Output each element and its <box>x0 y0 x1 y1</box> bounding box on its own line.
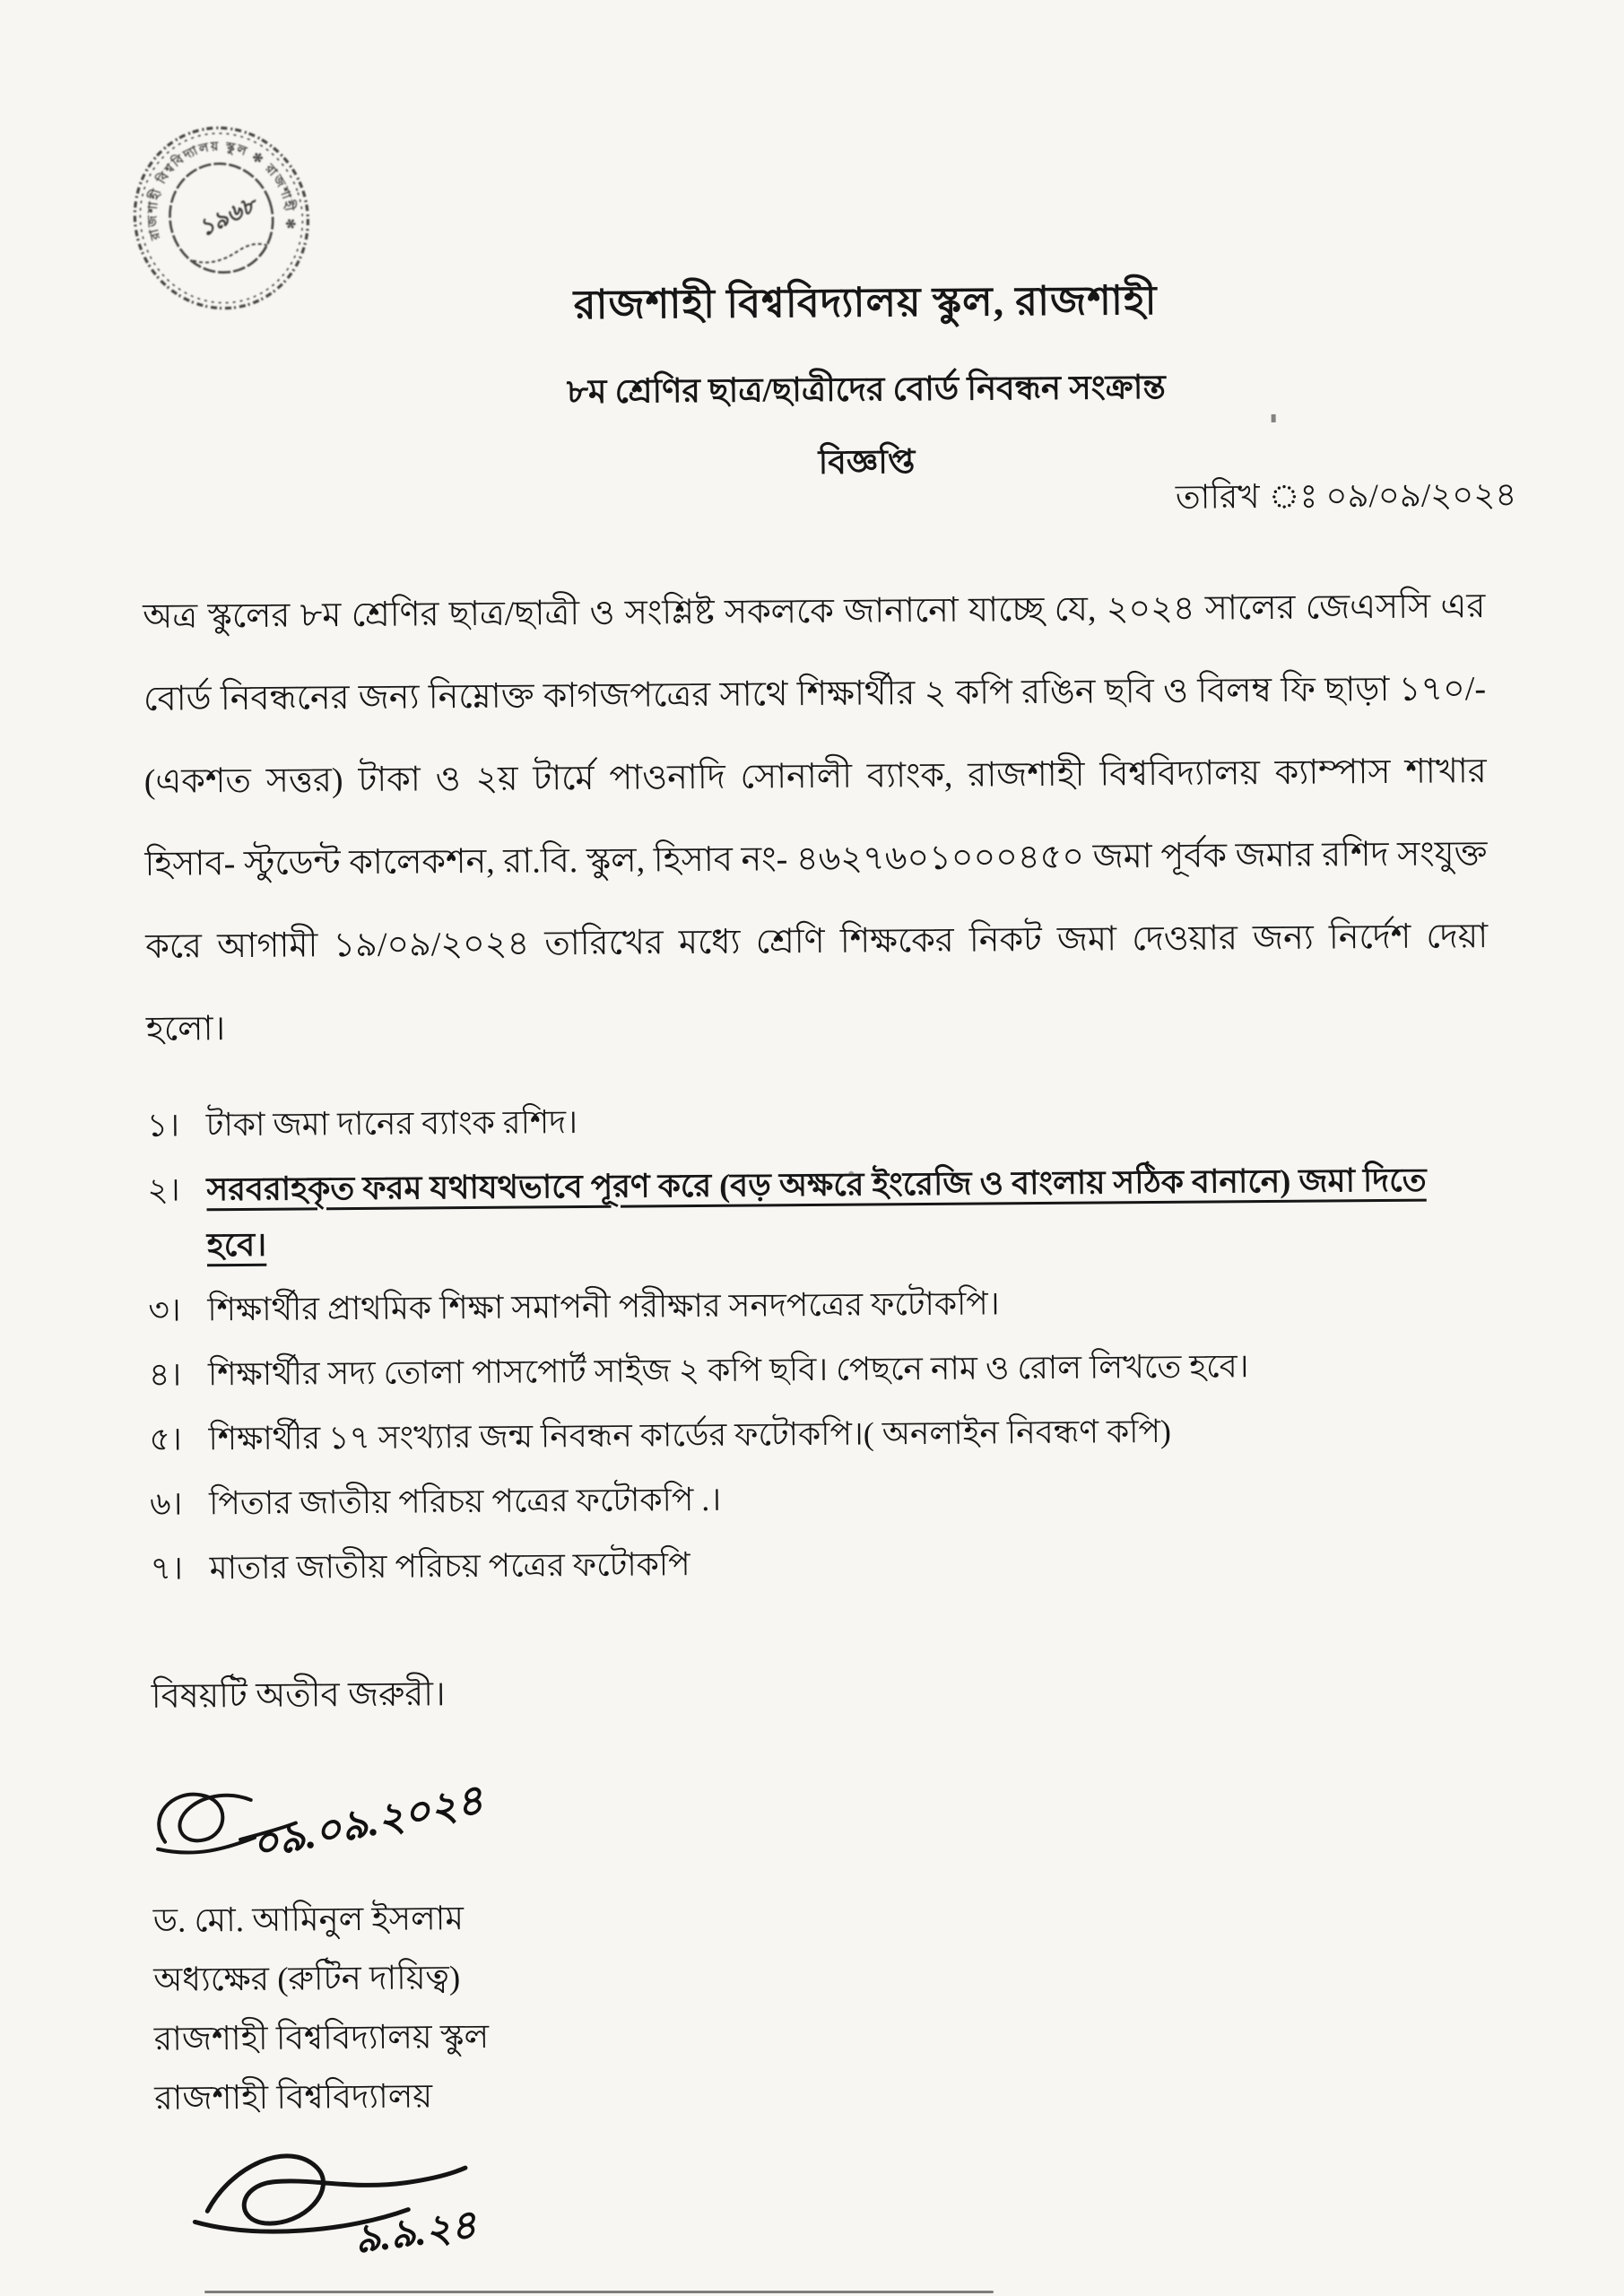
list-item-number: ৫। <box>149 1421 182 1457</box>
list-item-number: ১। <box>146 1107 180 1144</box>
list-item-text: পিতার জাতীয় পরিচয় পত্রের ফটোকপি .। <box>208 1481 722 1522</box>
list-item <box>150 1530 1492 1596</box>
date-line: তারিখ ঃ ০৯/০৯/২০২৪ <box>1175 476 1517 517</box>
list-item-text: শিক্ষার্থীর ১৭ সংখ্যার জন্ম নিবন্ধন কার্ডের ফটোকপি।( অনলাইন নিবন্ধণ কপি) <box>208 1413 1172 1457</box>
letterhead <box>111 266 1620 498</box>
signature-scribble-bottom <box>179 2115 611 2269</box>
seal-ring-text: রাজশাহী বিশ্ববিদ্যালয় স্কুল ✻ রাজশাহী ✻ <box>146 140 297 241</box>
handwritten-date-top: ০৯.০৯.২০২৪ <box>248 1776 488 1868</box>
list-item <box>147 1152 1490 1274</box>
list-item-text: শিক্ষার্থীর প্রাথমিক শিক্ষা সমাপনী পরীক্ষার সনদপত্রের ফটোকপি। <box>207 1285 1000 1328</box>
list-item-text: শিক্ষার্থীর সদ্য তোলা পাসপোর্ট সাইজ ২ কপি ছবি। পেছনে নাম ও রোল লিখতে হবে। <box>207 1348 1249 1393</box>
closing-remark: বিষয়টি অতীব জরুরী। <box>151 1675 446 1716</box>
school-title: রাজশাহী বিশ্ববিদ্যালয় স্কুল, রাজশাহী <box>573 277 1158 328</box>
list-item-number: ৬। <box>149 1485 183 1522</box>
list-item-text: মাতার জাতীয় পরিচয় পত্রের ফটোকপি <box>209 1546 690 1587</box>
list-item-number: ২। <box>147 1171 180 1208</box>
list-item-number: ৩। <box>148 1292 181 1328</box>
signatory-org-1: রাজশাহী বিশ্ববিদ্যালয় স্কুল <box>153 2018 490 2058</box>
scan-speck <box>1272 414 1276 422</box>
signatory-block <box>153 1882 1498 2129</box>
notice-body <box>143 565 1498 2269</box>
doc-type-label: বিজ্ঞপ্তি <box>818 444 916 482</box>
seal-center-text: ১৯৬৮ <box>194 191 261 242</box>
list-item-text: সরবরাহকৃত ফরম যথাযথভাবে পূরণ করে (বড় অক্ষরে ইংরেজি ও বাংলায় সঠিক বানানে) জমা দিতে হবে। <box>206 1161 1427 1264</box>
list-item-number: ৪। <box>148 1356 182 1393</box>
body-paragraph: অত্র স্কুলের ৮ম শ্রেণির ছাত্র/ছাত্রী ও সংশ্লিষ্ট সকলকে জানানো যাচ্ছে যে, ২০২৪ সালের জেএসসি এর বোর্ড নিবন্ধনের জন্য নিম্নোক্ত কাগজপত্রের সাথে শিক্ষার্থীর ২ কপি রঙিন ছবি ও বিলম্ব ফি ছাড়া ১৭০/- (একশত সত্তর) টাকা ও ২য় টার্মে পাওনাদি সোনালী ব্যাংক, রাজশাহী বিশ্ববিদ্যালয় ক্যাম্পাস শাখার হিসাব- স্টুডেন্ট কালেকশন, রা.বি. স্কুল, হিসাব নং- ৪৬২৭৬০১০০০৪৫০ জমা পূর্বক জমার রশিদ সংযুক্ত করে আগামী ১৯/০৯/২০২৪ তারিখের মধ্যে শ্রেণি শিক্ষকের নিকট জমা দেওয়ার জন্য নির্দেশ দেয়া হলো। <box>143 587 1489 1048</box>
handwritten-date-bottom: ৯.৯.২৪ <box>352 2202 480 2262</box>
list-item <box>149 1336 1491 1403</box>
scan-edge-artifact <box>204 2291 994 2293</box>
requirements-list <box>147 1087 1493 1596</box>
list-item <box>150 1465 1492 1532</box>
signatory-designation: অধ্যক্ষের (রুটিন দায়িত্ব) <box>153 1960 461 1999</box>
notice-subject: ৮ম শ্রেণির ছাত্র/ছাত্রীদের বোর্ড নিবন্ধন সংক্রান্ত <box>566 369 1167 412</box>
signature-scribble-top <box>139 1760 606 1889</box>
svg-text:রাজশাহী বিশ্ববিদ্যালয় স্কুল ✻ <box>126 119 306 276</box>
scan-speck <box>848 1171 854 1177</box>
list-item-number: ৭। <box>150 1550 184 1587</box>
signatory-org-2: রাজশাহী বিশ্ববিদ্যালয় <box>154 2078 433 2118</box>
list-item <box>147 1087 1489 1153</box>
signatory-name: ড. মো. আমিনুল ইসলাম <box>152 1900 465 1940</box>
list-item-text: টাকা জমা দানের ব্যাংক রশিদ। <box>205 1104 578 1144</box>
list-item <box>149 1401 1491 1467</box>
list-item <box>148 1272 1490 1338</box>
